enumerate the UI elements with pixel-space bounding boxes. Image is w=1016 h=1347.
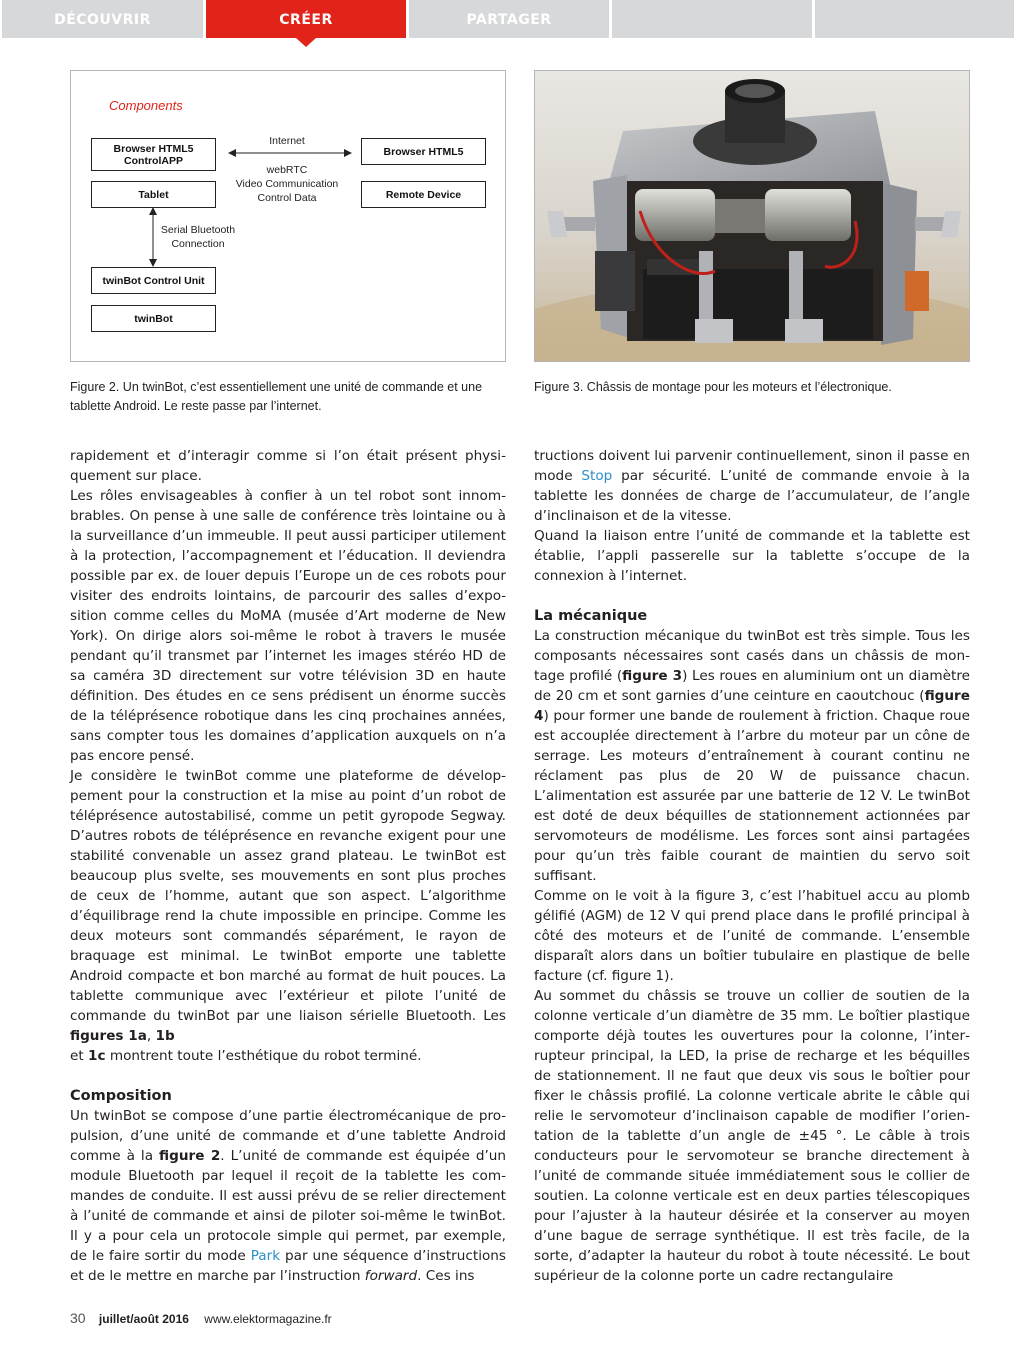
label-connection: Connection — [171, 238, 225, 250]
box-browser-html5: Browser HTML5 — [361, 138, 486, 165]
paragraph: rapidement et d’interagir comme si l’on était présent physiquement sur place. — [70, 448, 506, 484]
label-webrtc: webRTC — [266, 164, 308, 176]
figure-2-diagram — [70, 70, 506, 362]
label-control-data: Control Data — [257, 192, 317, 204]
paragraph: Quand la liaison entre l’unité de commande et la tablette est établie, l’appli passerelle sur la tablette s’occupe de la connexion à l’internet. — [534, 528, 970, 584]
tab-label: PARTAGER — [466, 12, 552, 28]
mode-stop-text: Stop — [581, 468, 613, 484]
label-video-communication: Video Communication — [235, 178, 339, 190]
label-serial-bluetooth: Serial Bluetooth — [160, 224, 236, 236]
box-remote-device: Remote Device — [361, 181, 486, 208]
heading-composition: Composition — [70, 1088, 172, 1104]
tab-label: DÉCOUVRIR — [54, 12, 151, 28]
page-footer — [70, 1310, 332, 1326]
box-twinbot-control-unit: twinBot Control Unit — [91, 267, 216, 294]
chassis-photo-illustration — [535, 71, 969, 361]
section-tab-bar — [0, 0, 1016, 38]
paragraph: Les rôles envisageables à confier à un tel robot sont innombrables. On pense à une salle de conférence très lointaine ou à la surveillance d’un immeuble. Il peut aussi participer utilement à la protection, l’accompagnement et l’éducation. Il deviendra possible par ex. de louer depuis l’Europe un de ces robots pour visiter des endroits lointains, de parcourir des salles d’exposition comme celles du MoMA (musée d’Art moderne de New York). On dirige alors soi-même le robot à travers le musée pendant qu’il transmet par l’internet les images stéréo HD de sa caméra 3D directement sur votre télévision 3D en haute définition. Des études en ce sens prédisent un énorme succès de la téléprésence robotique dans les cinq prochaines années, sans compter tous les domaines d’application auxquels on n’a pas encore pensé. — [70, 488, 506, 764]
box-tablet: Tablet — [91, 181, 216, 208]
box-twinbot: twinBot — [91, 305, 216, 332]
tab-blank-2 — [815, 0, 1014, 38]
mode-park-text: Park — [250, 1248, 281, 1264]
paragraph: Un twinBot se compose d’une partie électromécanique de propulsion, d’une unité de commande et d’une tablette Android comme à la figure 2. L’unité de commande est équipée d’un module Bluetooth par lequel il reçoit de la tablette les commandes de conduite. Il est aussi prévu de se relier directement à l’unité de commande et ainsi de piloter soi-même le twinBot. Il y a pour cela un protocole simple qui permet, par exemple, de le faire sortir du mode Park par une séquence d’instructions et de le mettre en marche par l’instruction forward. Ces ins — [70, 1108, 506, 1284]
tab-creer[interactable] — [206, 0, 406, 38]
issue-date: juillet/août 2016 — [98, 1312, 189, 1326]
tab-blank-1 — [612, 0, 812, 38]
figure-2-caption: Figure 2. Un twinBot, c’est essentiellement une unité de commande et une tablette Android. Le reste passe par l’internet. — [70, 380, 483, 413]
tab-decouvrir[interactable] — [2, 0, 203, 38]
figure-ref: 1c — [88, 1048, 106, 1064]
heading-mecanique: La mécanique — [534, 608, 648, 624]
paragraph: La construction mécanique du twinBot est très simple. Tous les composants nécessaires sont casés dans un châssis de montage profilé (figure 3) Les roues en aluminium ont un diamètre de 20 cm et sont garnies d’une ceinture en caoutchouc (figure 4) pour former une bande de roulement à friction. Chaque roue est accouplée directement à l’arbre du moteur par un cône de serrage. Les moteurs d’entraînement à courant continu ne réclament pas plus de 20 W de puissance chacun. L’alimentation est assurée par une batterie de 12 V. Le twinBot est doté de deux béquilles de stationnement actionnées par servomoteurs de modélisme. Les forces sont ainsi partagées pour qu’un très faible courant de maintien du servo soit suffisant. — [534, 628, 970, 884]
figure-ref: figure 4 — [534, 688, 970, 724]
article-column-left — [70, 446, 506, 1286]
figure-3-photo — [534, 70, 970, 362]
website-url[interactable]: www.elektormagazine.fr — [204, 1312, 332, 1326]
figure-ref: figures 1a — [70, 1028, 147, 1044]
page-number: 30 — [70, 1310, 86, 1326]
paragraph: tructions doivent lui parvenir continuellement, sinon il passe en mode Stop par sécurité. L’unité de commande envoie à la tablette les données de charge de l’accumulateur, de l’angle d’inclinaison et de la vitesse. — [534, 448, 971, 524]
diagram-title: Components — [109, 98, 183, 113]
tab-label: CRÉER — [279, 12, 333, 28]
tab-partager[interactable] — [409, 0, 609, 38]
figure-ref: 1b — [155, 1028, 175, 1044]
instruction-forward: forward — [364, 1268, 418, 1284]
figure-ref: figure 3 — [622, 668, 683, 684]
paragraph: Je considère le twinBot comme une plateforme de développement pour la construction et la mise au point d’un robot de téléprésence autostabilisé, comme un petit gyropode Segway. D’autres robots de téléprésence en revanche exigent pour une stabilité convenable un assez grand plateau. Le twinBot est beaucoup plus svelte, ses mouvements en sont plus proches de ceux de l’homme, autant que son aspect. L’algorithme d’équilibrage rend la chute impossible en principe. Comme les deux moteurs sont commandés séparément, le rayon de braquage est minimal. Le twinBot emporte une tablette Android compacte et bon marché au format de huit pouces. La tablette communique avec l’extérieur et pilote l’unité de commande du twinBot par une liaison sérielle Bluetooth. Les figures 1a, 1b et 1c montrent toute l’esthétique du robot terminé. — [70, 768, 506, 1064]
box-browser-control-app: Browser HTML5 ControlAPP — [91, 138, 216, 171]
paragraph: Comme on le voit à la figure 3, c’est l’habituel accu au plomb gélifié (AGM) de 12 V qui prend place dans le profilé principal à côté des moteurs et de l’unité de commande. L’ensemble disparaît alors dans un boîtier tubulaire en plastique de belle facture (cf. figure 1). — [534, 888, 970, 984]
label-internet: Internet — [269, 135, 305, 147]
paragraph: Au sommet du châssis se trouve un collier de soutien de la colonne verticale d’un diamètre de 35 mm. Le boîtier plastique comporte déjà toutes les ouvertures pour la colonne, l’interrupteur principal, la LED, la prise de recharge et les béquilles de stationnement. Il ne faut que deux vis sous le boîtier pour fixer le châssis profilé. La colonne verticale abrite le câble qui relie le servomoteur d’inclinaison capable de modifier l’orientation de la tablette d’un angle de ±45 °. Le câble à trois conducteurs pour le servomoteur se branche directement à l’unité de commande située immédiatement sous le collier de soutien. La colonne verticale est en deux parties télescopiques pour l’ajuster à la hauteur désirée et la conserver au moyen d’une bague de serrage synthétique. Il est très facile, de la sorte, d’adapter la hauteur du robot à toute nécessité. Le bout supérieur de la colonne porte un cadre rectangulaire — [534, 988, 970, 1284]
figure-3-caption: Figure 3. Châssis de montage pour les moteurs et l’électronique. — [534, 380, 892, 394]
article-column-right — [534, 446, 970, 1286]
figure-ref: figure 2 — [159, 1148, 221, 1164]
